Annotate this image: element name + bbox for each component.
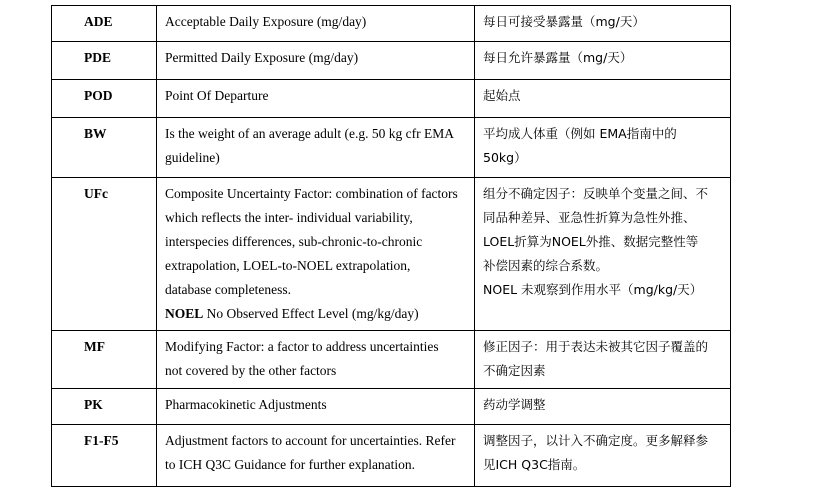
english-definition-cell: Permitted Daily Exposure (mg/day) <box>157 42 475 80</box>
english-definition-cell: Is the weight of an average adult (e.g. 50 kg cfr EMA guideline) <box>157 118 475 178</box>
table-row <box>52 178 731 331</box>
abbreviation-cell: POD <box>52 80 157 118</box>
english-definition-cell: Point Of Departure <box>157 80 475 118</box>
table-row <box>52 425 731 487</box>
abbreviation-cell: BW <box>52 118 157 178</box>
english-definition-cell: Composite Uncertainty Factor: combination of factors which reflects the inter- individual variability, interspecies differences, sub-chronic-to-chronic extrapolation, LOEL-to-NOEL extrapolation, database completeness. NOEL No Observed Effect Level (mg/kg/day) <box>157 178 475 331</box>
abbreviation-cell: UFc <box>52 178 157 331</box>
chinese-definition-cell: 组分不确定因子：反映单个变量之间、不 同品种差异、亚急性折算为急性外推、 LOEL折算为NOEL外推、数据完整性等 补偿因素的综合系数。 NOEL 未观察到作用水平（mg/kg/天） <box>475 178 731 331</box>
chinese-definition-cell: 每日允许暴露量（mg/天） <box>475 42 731 80</box>
table-row <box>52 389 731 425</box>
abbreviation-cell: MF <box>52 331 157 389</box>
english-definition-cell: Acceptable Daily Exposure (mg/day) <box>157 6 475 42</box>
noel-abbreviation: NOEL <box>165 306 204 321</box>
abbreviation-cell: PK <box>52 389 157 425</box>
glossary-table <box>51 5 731 487</box>
table-row <box>52 80 731 118</box>
english-definition-cell: Modifying Factor: a factor to address uncertainties not covered by the other factors <box>157 331 475 389</box>
table-row <box>52 6 731 42</box>
chinese-definition-cell: 平均成人体重（例如 EMA指南中的 50kg） <box>475 118 731 178</box>
abbreviation-cell: ADE <box>52 6 157 42</box>
english-definition-cell: Pharmacokinetic Adjustments <box>157 389 475 425</box>
table-row <box>52 331 731 389</box>
chinese-definition-cell: 起始点 <box>475 80 731 118</box>
abbreviation-cell: F1-F5 <box>52 425 157 487</box>
chinese-definition-cell: 修正因子：用于表达未被其它因子覆盖的 不确定因素 <box>475 331 731 389</box>
noel-text: No Observed Effect Level (mg/kg/day) <box>203 306 419 321</box>
chinese-definition-cell: 调整因子，以计入不确定度。更多解释参 见ICH Q3C指南。 <box>475 425 731 487</box>
abbreviation-cell: PDE <box>52 42 157 80</box>
noel-definition <box>165 302 466 326</box>
table-row <box>52 118 731 178</box>
table-row <box>52 42 731 80</box>
english-definition-cell: Adjustment factors to account for uncertainties. Refer to ICH Q3C Guidance for further explanation. <box>157 425 475 487</box>
chinese-definition-cell: 每日可接受暴露量（mg/天） <box>475 6 731 42</box>
chinese-definition-cell: 药动学调整 <box>475 389 731 425</box>
